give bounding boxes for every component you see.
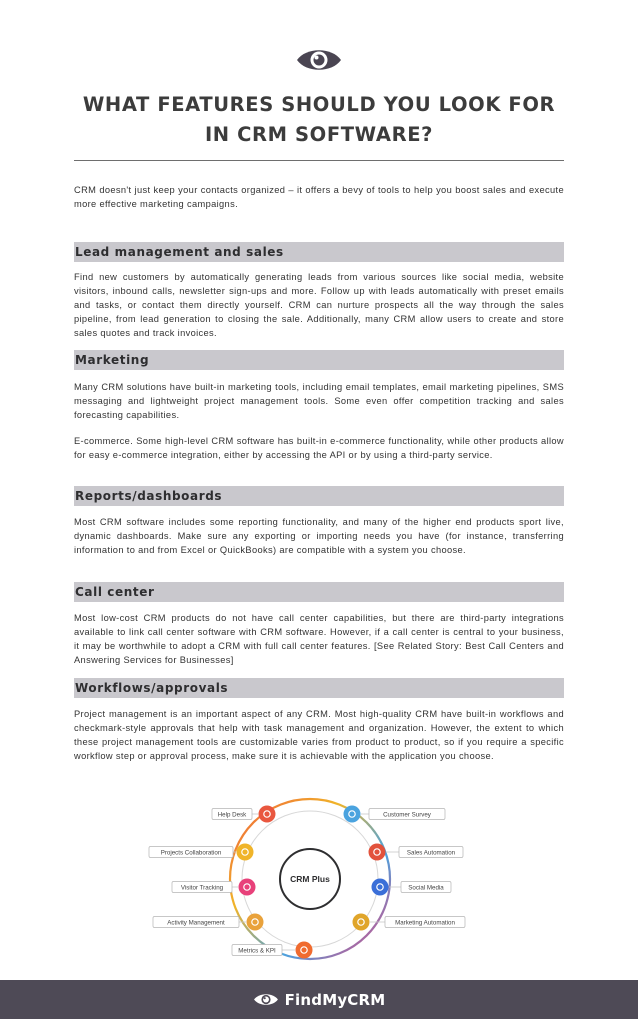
section-paragraph-workflows: Project management is an important aspect of any CRM. Most high-quality CRM have built-in workflows and checkmark-style approvals that help with task management and organization. However, the extent to which these project management tools are customizable varies from product to product, so if you require a specific workflow step or approval process, make sure it is achievable with the application you choose. [74, 709, 564, 761]
footer-brand [253, 991, 386, 1009]
diagram-node [172, 879, 256, 896]
gauge-icon [296, 942, 313, 959]
title-divider [74, 160, 564, 161]
diagram-node [372, 879, 452, 896]
section-heading-reports [74, 486, 564, 506]
section-paragraph-marketing: Many CRM solutions have built-in marketing tools, including email templates, email marketing pipelines, SMS messaging and lightweight project management tools. Some even offer competition tracking and sales forecasting capabilities. [74, 382, 564, 420]
section-paragraph-reports: Most CRM software includes some reporting functionality, and many of the higher end products sport live, dynamic dashboards. Make sure any exporting or importing needs you have (for instance, transferring information to and from Excel or QuickBooks) are compatible with a system you choose. [74, 517, 564, 555]
diagram-label: Customer Survey [383, 811, 431, 819]
diagram-label: Metrics & KPI [238, 947, 276, 955]
section-paragraph-ecommerce: E-commerce. Some high-level CRM software has built-in e-commerce functionality, while other products allow for easy e-commerce integration, either by accessing the API or by using a third-party service. [74, 436, 564, 460]
diagram-label: Social Media [408, 884, 444, 892]
diagram-node [232, 942, 313, 959]
crm-plus-diagram [115, 782, 495, 982]
section-heading-text: Workflows/approvals [75, 681, 229, 695]
handshake-icon [369, 844, 386, 861]
megaphone-icon [353, 914, 370, 931]
team-icon [237, 844, 254, 861]
diagram-node [344, 806, 446, 823]
section-paragraph-call-center: Most low-cost CRM products do not have call center capabilities, but there are third-party integrations available to link call center software with CRM software. However, if a call center is central to your business, it may be worthwhile to adopt a CRM with full call center features. [See Related Story: Best Call Centers and Answering Services for Businesses] [74, 613, 564, 665]
diagram-node [212, 806, 276, 823]
section-heading-lead-management [74, 242, 564, 262]
footer-bar [0, 980, 638, 1019]
eye-icon [295, 45, 343, 75]
intro-paragraph: CRM doesn't just keep your contacts organized – it offers a bevy of tools to help you boost sales and execute more effective marketing campaigns. [74, 185, 564, 209]
diagram-label: Visitor Tracking [180, 884, 224, 892]
visitor-icon [239, 879, 256, 896]
page-title-line-2: IN CRM SOFTWARE? [204, 123, 434, 146]
checklist-icon [247, 914, 264, 931]
clipboard-icon [344, 806, 361, 823]
eye-icon [253, 991, 279, 1008]
page-title [60, 90, 578, 150]
diagram-label: Projects Collaboration [160, 849, 222, 857]
diagram-node [353, 914, 466, 931]
diagram-label: Activity Management [167, 919, 225, 927]
page-title-line-1: WHAT FEATURES SHOULD YOU LOOK FOR [82, 93, 556, 116]
section-heading-workflows [74, 678, 564, 698]
section-heading-text: Lead management and sales [75, 245, 284, 259]
diagram-node [369, 844, 464, 861]
diagram-label: Marketing Automation [395, 919, 455, 927]
headset-icon [259, 806, 276, 823]
section-heading-text: Reports/dashboards [75, 489, 223, 503]
section-heading-call-center [74, 582, 564, 602]
section-heading-text: Marketing [75, 353, 150, 367]
center-label: CRM Plus [290, 874, 330, 884]
section-heading-marketing [74, 350, 564, 370]
section-paragraph-lead-management: Find new customers by automatically generating leads from various sources like social media, website visitors, inbound calls, newsletter sign-ups and more. Follow up with leads automatically with preset emails and tasks, or contact them directly yourself. CRM can nurture prospects all the way through the sales pipeline, from lead generation to closing the sale. Additionally, many CRM allow users to create and store sales quotes and track invoices. [74, 272, 564, 338]
diagram-label: Sales Automation [406, 849, 456, 857]
thumbs-up-icon [372, 879, 389, 896]
diagram-label: Help Desk [217, 811, 247, 819]
section-heading-text: Call center [75, 585, 155, 599]
footer-brand-name: FindMyCRM [284, 990, 386, 1009]
